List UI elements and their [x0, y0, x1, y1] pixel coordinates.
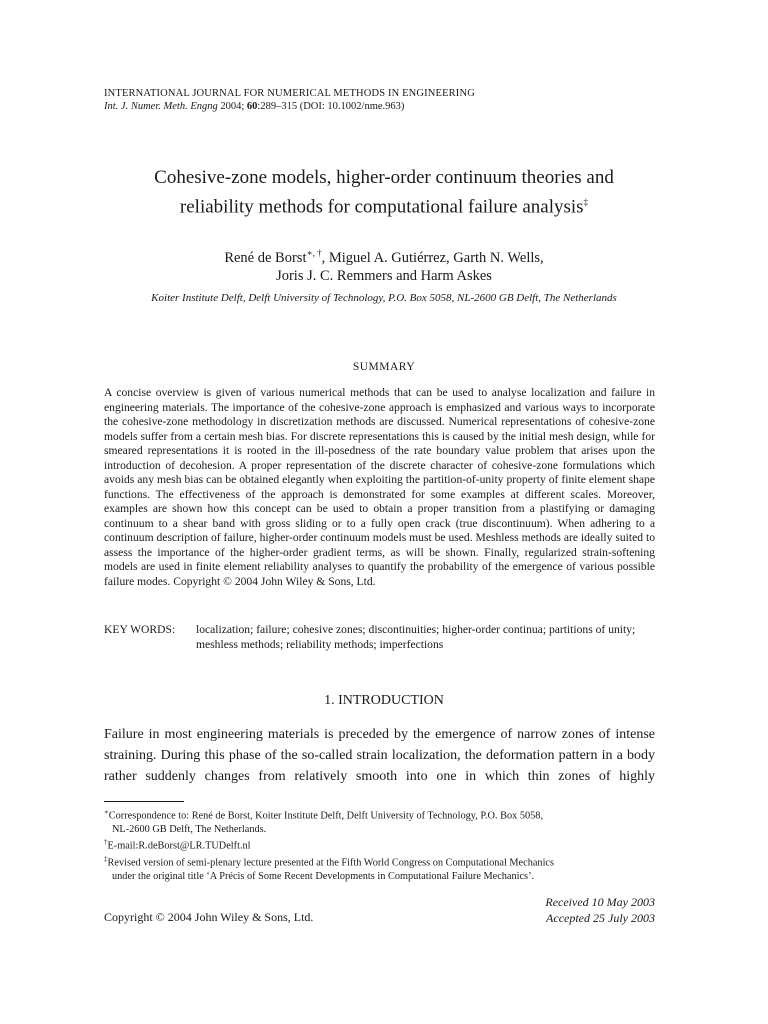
footnote-divider — [104, 801, 184, 802]
title-line-2-text: reliability methods for computational failure analysis — [179, 196, 584, 218]
footnote-text: Revised version of semi-plenary lecture presented at the Fifth World Congress on Computational Mechanics — [107, 857, 555, 869]
affiliation: Koiter Institute Delft, Delft University of Technology, P.O. Box 5058, NL-2600 GB Delft, The Netherlands — [151, 292, 617, 304]
footnote — [104, 806, 655, 836]
authors-line-1 — [0, 244, 768, 267]
journal-abbrev: Int. J. Numer. Meth. Engng — [104, 101, 218, 112]
footnote-continuation: NL-2600 GB Delft, The Netherlands. — [112, 823, 267, 835]
footnote — [104, 853, 655, 883]
footnote-mark: ‡ — [104, 855, 108, 864]
received-date: Received 10 May 2003 — [545, 895, 655, 909]
footnote-mark: † — [104, 838, 108, 847]
footnote-email[interactable]: E-mail:R.deBorst@LR.TUDelft.nl — [107, 840, 251, 852]
footnotes — [104, 806, 655, 884]
introduction-heading: 1. INTRODUCTION — [324, 693, 444, 708]
authors-line-2: Joris J. C. Remmers and Harm Askes — [276, 267, 492, 284]
copyright-footer: Copyright © 2004 John Wiley & Sons, Ltd. — [104, 910, 314, 924]
footnote-continuation: under the original title ‘A Précis of Some Recent Developments in Computational Failure Mechanics’. — [112, 871, 535, 883]
title-footnote-mark: ‡ — [583, 197, 589, 207]
journal-volume: 60 — [246, 101, 258, 112]
summary-heading: SUMMARY — [352, 361, 416, 373]
footnote-text: Correspondence to: René de Borst, Koiter Institute Delft, Delft University of Technology, P.O. Box 5058, — [108, 810, 544, 822]
title-line-1: Cohesive-zone models, higher-order continuum theories and — [154, 167, 614, 188]
footnote — [104, 836, 655, 853]
author-first: René de Borst — [224, 249, 307, 266]
keywords-label: KEY WORDS: — [104, 623, 176, 636]
journal-name: INTERNATIONAL JOURNAL FOR NUMERICAL METHODS IN ENGINEERING — [104, 88, 475, 99]
keywords-text: localization; failure; cohesive zones; discontinuities; higher-order continua; partitions of unity; meshless methods; reliability methods; imperfections — [196, 623, 636, 651]
footnote-mark: ∗ — [104, 808, 109, 816]
authors-rest: , Miguel A. Gutiérrez, Garth N. Wells, — [321, 249, 544, 266]
abstract-text: A concise overview is given of various numerical methods that can be used to analyse localization and failure in engineering materials. The importance of the cohesive-zone approach is emphasized and various ways to incorporate the cohesive-zone methodology in discretization methods are discussed. Numerical representations of cohesive-zone models suffer from a certain mesh bias. For discrete representations this is caused by the initial mesh design, while for smeared representations it is rooted in the ill-posedness of the rate boundary value problem that arises upon the introduction of decohesion. A proper representation of the discrete character of cohesive-zone formulations which avoids any mesh bias can be obtained elegantly when exploiting the partition-of-unity property of finite element shape functions. The effectiveness of the approach is demonstrated for some examples at different scales. Moreover, examples are shown how this concept can be used to obtain a proper transition from a plastifying or damaging continuum to a shear band with gross sliding or to a fully open crack (true discontinuum). When adhering to a continuum description of failure, higher-order continuum models must be used. Meshless methods are ideally suited to assess the importance of the higher-order gradient terms, as will be shown. Finally, regularized strain-softening models are used in finite element reliability analyses to quantify the probability of the emergence of various possible failure modes. Copyright © 2004 John Wiley & Sons, Ltd. — [104, 386, 655, 588]
introduction-text: Failure in most engineering materials is preceded by the emergence of narrow zones of intense straining. During this phase of the so-called strain localization, the deformation pattern in a body rather suddenly changes from relatively smooth into one in which thin zones of highly — [104, 727, 655, 784]
author-first-marks: ∗, † — [306, 248, 322, 258]
doi: (DOI: 10.1002/nme.963) — [299, 101, 405, 112]
author-list — [0, 244, 768, 285]
accepted-date: Accepted 25 July 2003 — [546, 911, 655, 925]
journal-pages: :289–315 — [257, 101, 298, 112]
journal-year: 2004; — [220, 101, 245, 112]
keywords — [104, 622, 655, 652]
title-line-2 — [0, 190, 768, 219]
paper-title — [0, 166, 768, 219]
journal-citation — [104, 101, 404, 112]
